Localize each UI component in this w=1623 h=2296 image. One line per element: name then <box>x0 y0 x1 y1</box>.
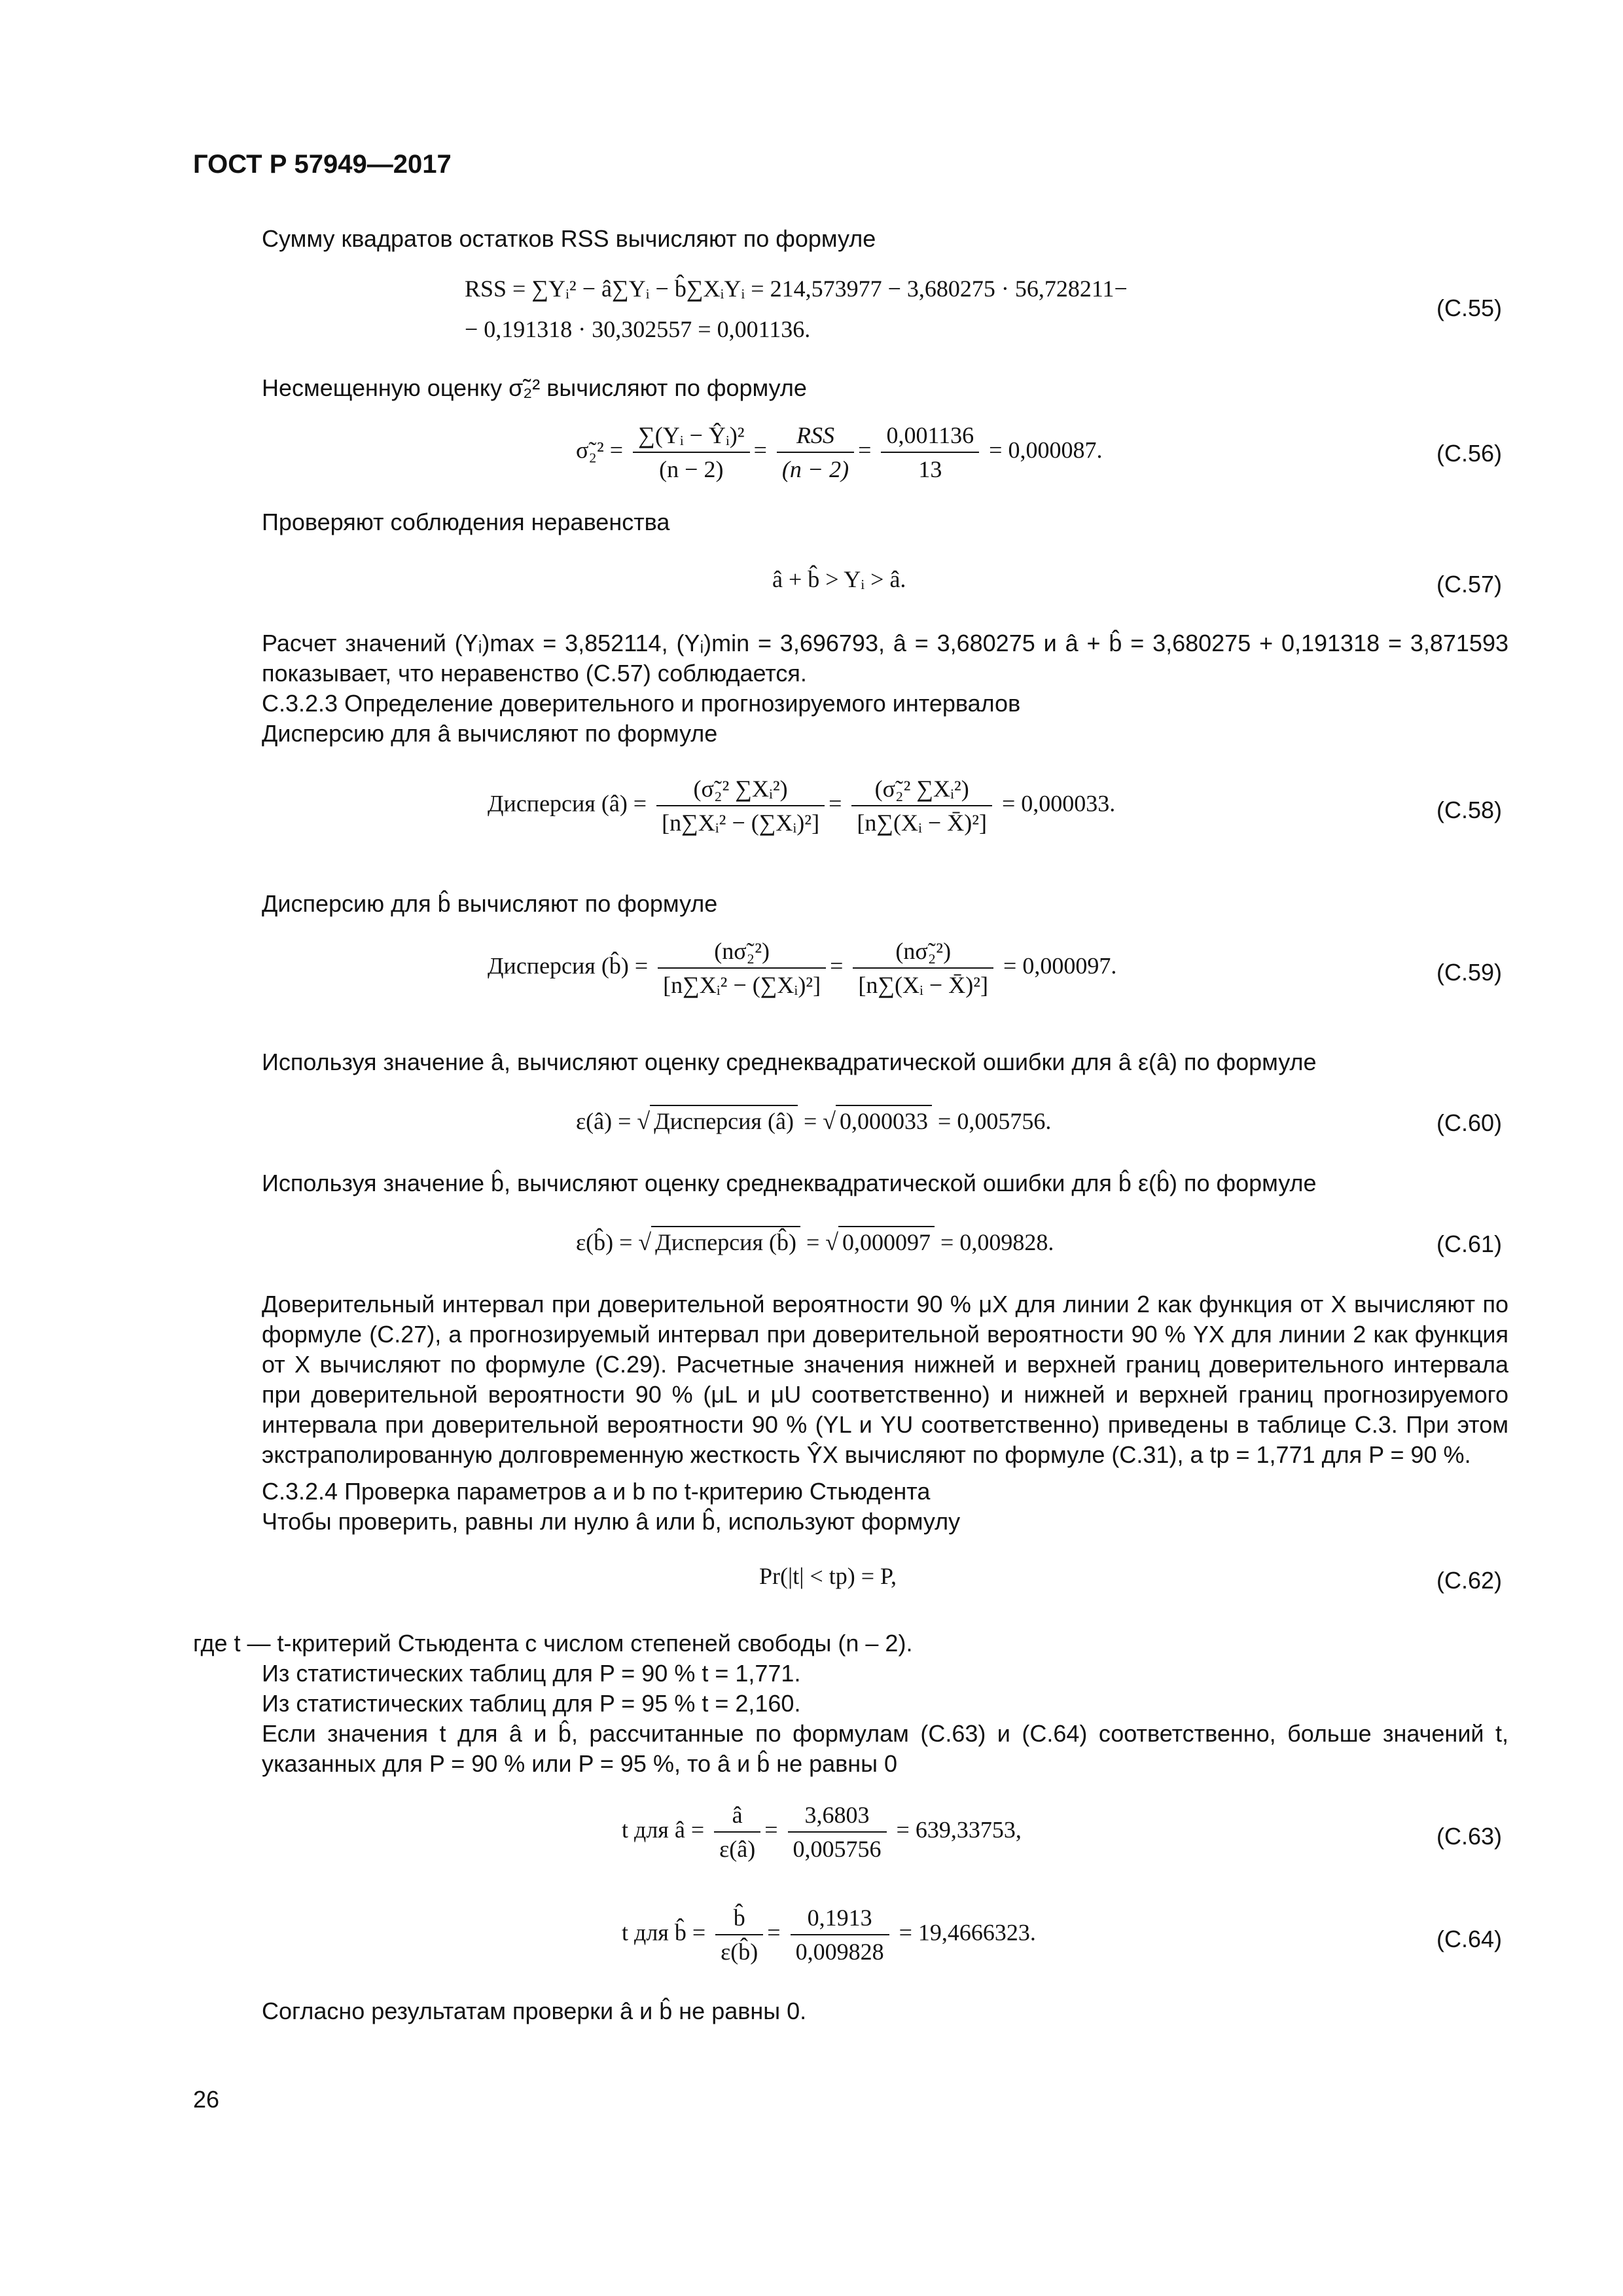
paragraph: Доверительный интервал при доверительной вероятности 90 % μX для линии 2 как функция от X вычисляют по формуле (С.27), а прогнозируемый интервал при доверительной вероятности 90 % YX для линии 2 как функция от X вычисляют по формуле (С.29). Расчетные значения нижней и верхней границ доверительного интервала при доверительной вероятности 90 % (μL и μU соответственно) и нижней и верхней границ прогнозируемого интервала при доверительной вероятности 90 % (YL и YU соответственно) приведены в таблице С.3. При этом экстраполированную долговременную жесткость ŶX вычисляют по формуле (С.31), а tp = 1,771 для P = 90 %. <box>262 1291 1508 1468</box>
section-heading: С.3.2.3 Определение доверительного и прогнозируемого интервалов <box>262 690 1021 717</box>
page-number: 26 <box>193 2086 220 2113</box>
denominator: 13 <box>881 452 979 486</box>
formula-c58: Дисперсия (â) = $\frac{\text{(σ̃₂² ∑Xᵢ²)}}{\text{[n∑Xᵢ² − (∑Xᵢ)²]}}$ = $\frac{\text{(σ̃₂² ∑Xᵢ²)}}{\text{[n∑(Xᵢ − X̄)²]}}$ = 0,000033. <box>488 772 1115 839</box>
equation-number: (С.57) <box>1436 571 1502 598</box>
formula-part: = √ <box>803 1108 836 1134</box>
fraction <box>656 772 825 839</box>
formula-part: = √ <box>806 1229 839 1255</box>
paragraph: Несмещенную оценку σ̃₂² вычисляют по формуле <box>262 374 807 401</box>
numerator: 0,001136 <box>886 422 974 448</box>
equation-number: (С.55) <box>1436 295 1502 321</box>
paragraph: Используя значение â, вычисляют оценку среднеквадратической ошибки для â ε(â) по формуле <box>262 1049 1317 1075</box>
equation-number: (С.63) <box>1436 1823 1502 1850</box>
formula-c56: σ̃₂² = $\frac{\text{∑(Yᵢ − Ŷᵢ)²}}{(n - 2)}$ = $\frac{\text{RSS}}{(n - 2)}$ = $\frac{0,001136}{13}$ = 0,000087. <box>576 419 1102 486</box>
equation-number: (С.56) <box>1436 440 1502 467</box>
formula-lhs: t для b̂ = <box>622 1919 706 1946</box>
denominator: 0,005756 <box>788 1831 887 1865</box>
paragraph: Проверяют соблюдения неравенства <box>262 509 670 535</box>
equation-number: (С.62) <box>1436 1567 1502 1594</box>
denominator: [n∑Xᵢ² − (∑Xᵢ)²] <box>658 967 826 1001</box>
formula-lhs: σ̃₂² = <box>576 437 624 463</box>
formula-lhs: Дисперсия (b̂) = <box>488 952 649 979</box>
formula-result: = 19,4666323. <box>899 1919 1036 1946</box>
formula-c61 <box>576 1226 1054 1257</box>
denominator: (n − 2) <box>777 452 854 486</box>
fraction <box>881 419 979 486</box>
paragraph: Из статистических таблиц для P = 95 % t = 2,160. <box>262 1690 801 1717</box>
radicand: 0,000097 <box>838 1226 935 1257</box>
formula-c59: Дисперсия (b̂) = $\frac{\text{(nσ̃₂²)}}{\text{[n∑Xᵢ² − (∑Xᵢ)²]}}$ = $\frac{\text{(nσ̃₂²)}}{\text{[n∑(Xᵢ − X̄)²]}}$ = 0,000097. <box>488 935 1116 1001</box>
section-heading: С.3.2.4 Проверка параметров a и b по t-критерию Стьюдента <box>262 1478 931 1505</box>
equation-number: (С.60) <box>1436 1109 1502 1136</box>
equation-number: (С.61) <box>1436 1230 1502 1257</box>
formula-c55-line1: RSS = ∑Yᵢ² − â∑Yᵢ − b̂∑XᵢYᵢ = 214,573977 − 3,680275 · 56,728211− <box>465 276 1128 302</box>
numerator: 3,6803 <box>804 1802 870 1828</box>
denominator: 0,009828 <box>791 1934 889 1968</box>
paragraph: где t — t-критерий Стьюдента с числом степеней свободы (n – 2). <box>193 1630 913 1657</box>
formula-result: = 0,000097. <box>1003 952 1117 979</box>
equation-number: (С.64) <box>1436 1926 1502 1952</box>
formula-c62: Pr(|t| < tp) = P, <box>759 1563 897 1589</box>
document-header: ГОСТ Р 57949—2017 <box>193 150 452 179</box>
equation-number: (С.58) <box>1436 797 1502 823</box>
numerator: (σ̃₂² ∑Xᵢ²) <box>693 776 788 802</box>
numerator: 0,1913 <box>807 1905 872 1931</box>
formula-lhs: ε(â) = √ <box>576 1108 651 1134</box>
formula-c55-line2: − 0,191318 · 30,302557 = 0,001136. <box>465 316 811 342</box>
numerator: (σ̃₂² ∑Xᵢ²) <box>874 776 969 802</box>
formula-c63: t для â = $\frac{â}{\varepsilon(â)}$ = $\frac{3,6803}{0,005756}$ = 639,33753, <box>622 1799 1022 1865</box>
numerator: (nσ̃₂²) <box>895 938 952 964</box>
formula-result: = 0,000087. <box>989 437 1103 463</box>
formula-result: = 0,009828. <box>940 1229 1054 1255</box>
paragraph: Чтобы проверить, равны ли нулю â или b̂, используют формулу <box>262 1508 961 1535</box>
denominator: [n∑Xᵢ² − (∑Xᵢ)²] <box>656 805 825 839</box>
denominator: ε(b̂) <box>715 1934 763 1968</box>
formula-c64: t для b̂ = $\frac{b̂}{\varepsilon(b̂)}$ = $\frac{0,1913}{0,009828}$ = 19,4666323. <box>622 1901 1036 1968</box>
formula-c57: â + b̂ > Yᵢ > â. <box>772 566 906 592</box>
equation-number: (С.59) <box>1436 959 1502 986</box>
paragraph: Сумму квадратов остатков RSS вычисляют по формуле <box>262 225 876 252</box>
fraction <box>791 1901 889 1968</box>
radicand: Дисперсия (â) <box>650 1105 798 1136</box>
formula-lhs: Дисперсия (â) = <box>488 790 647 817</box>
numerator: (nσ̃₂²) <box>714 938 770 964</box>
formula-result: = 0,000033. <box>1001 790 1116 817</box>
fraction <box>715 1901 763 1968</box>
paragraph: Используя значение b̂, вычисляют оценку среднеквадратической ошибки для b̂ ε(b̂) по формуле <box>262 1170 1317 1196</box>
numerator: ∑(Yᵢ − Ŷᵢ)² <box>638 422 745 448</box>
numerator: â <box>732 1802 743 1828</box>
formula-lhs: ε(b̂) = √ <box>576 1229 652 1255</box>
denominator: [n∑(Xᵢ − X̄)²] <box>853 967 993 1001</box>
paragraph: Согласно результатам проверки â и b̂ не равны 0. <box>262 1998 807 2024</box>
paragraph: Дисперсию для â вычисляют по формуле <box>262 720 718 747</box>
formula-c60 <box>576 1105 1051 1136</box>
fraction <box>714 1799 760 1865</box>
paragraph: Дисперсию для b̂ вычисляют по формуле <box>262 890 718 917</box>
formula-result: = 639,33753, <box>896 1816 1022 1843</box>
fraction <box>633 419 750 486</box>
denominator: ε(â) <box>714 1831 760 1865</box>
denominator: (n − 2) <box>633 452 750 486</box>
numerator: RSS <box>796 422 835 448</box>
paragraph: Расчет значений (Yᵢ)max = 3,852114, (Yᵢ)min = 3,696793, â = 3,680275 и â + b̂ = 3,680275 + 0,191318 = 3,871593 показывает, что неравенство (С.57) соблюдается. <box>262 630 1508 687</box>
fraction <box>777 419 854 486</box>
fraction <box>853 935 993 1001</box>
radicand: 0,000033 <box>836 1105 932 1136</box>
numerator: b̂ <box>733 1905 745 1931</box>
denominator: [n∑(Xᵢ − X̄)²] <box>851 805 992 839</box>
formula-lhs: t для â = <box>622 1816 705 1843</box>
formula-result: = 0,005756. <box>938 1108 1052 1134</box>
radicand: Дисперсия (b̂) <box>651 1226 800 1257</box>
fraction <box>851 772 992 839</box>
fraction <box>788 1799 887 1865</box>
fraction <box>658 935 826 1001</box>
paragraph: Из статистических таблиц для P = 90 % t = 1,771. <box>262 1660 801 1687</box>
paragraph: Если значения t для â и b̂, рассчитанные по формулам (С.63) и (С.64) соответственно, больше значений t, указанных для P = 90 % или P = 95 %, то â и b̂ не равны 0 <box>262 1720 1508 1777</box>
